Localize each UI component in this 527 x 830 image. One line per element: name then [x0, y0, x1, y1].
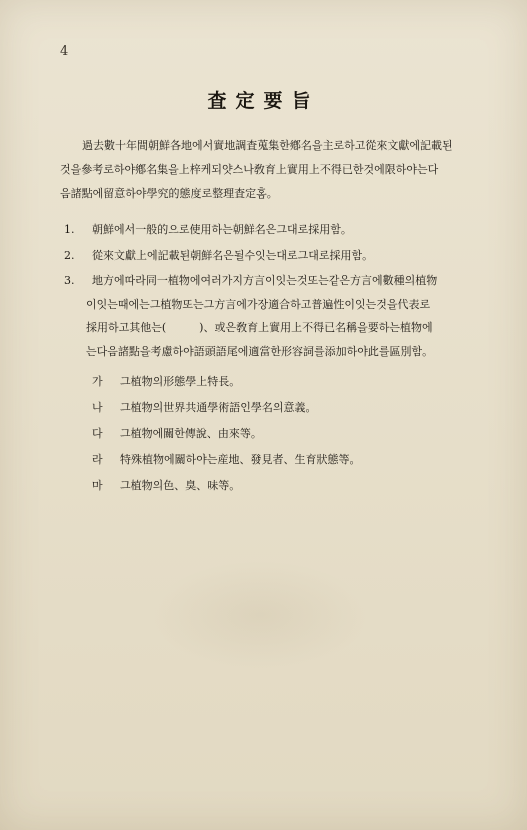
sub-item-text: 그植物에關한傳說、由來等。 [120, 427, 262, 440]
item-line: 採用하고其他는( )、或은敎育上實用上不得已名稱을要하는植物에 [86, 321, 433, 334]
item-text [92, 218, 522, 242]
sub-item-text: 그植物의世界共通學術語인學名의意義。 [120, 401, 317, 414]
sub-item [92, 395, 522, 421]
item-line: 從來文獻上에記載된朝鮮名은될수잇는대로그대로採用함。 [92, 248, 374, 262]
sub-item-mark: 나 [92, 401, 103, 414]
criteria-list [60, 218, 522, 501]
intro-line: 것을參考로하야鄕名集을上梓케되얏스나敎育上實用上不得已한것에限하야는다 [60, 163, 439, 176]
list-item [60, 269, 522, 499]
paper-stain [150, 560, 370, 670]
sub-list [60, 369, 522, 499]
item-line: 이잇는때에는그植物또는그方言에가장適合하고普遍性이잇는것을代表로 [86, 297, 431, 311]
item-number: 1. [64, 223, 75, 236]
item-line: 地方에따라同一植物에여러가지方言이잇는것또는같은方言에數種의植物 [92, 274, 438, 287]
sub-item-mark: 라 [92, 453, 103, 466]
item-text [86, 269, 522, 363]
sub-item [92, 369, 522, 395]
list-item [60, 244, 522, 268]
sub-item [92, 447, 522, 473]
sub-item-mark: 마 [92, 479, 103, 492]
intro-line: 過去數十年間朝鮮各地에서實地調査蒐集한鄕名을主로하고從來文獻에記載된 [82, 139, 453, 152]
sub-item [92, 473, 522, 499]
sub-item-mark: 다 [92, 427, 103, 440]
sub-item-mark: 가 [92, 375, 103, 388]
section-heading: 査定要旨 [207, 90, 320, 112]
item-line: 朝鮮에서一般的으로使用하는朝鮮名은그대로採用함。 [92, 223, 352, 236]
intro-paragraph [60, 134, 522, 206]
list-item [60, 218, 522, 242]
item-number: 3. [64, 274, 75, 287]
sub-item [92, 421, 522, 447]
item-text [92, 244, 522, 268]
sub-item-text: 그植物의色、臭、味等。 [120, 479, 241, 492]
item-line: 는다음諸點을考慮하야語頭語尾에適當한形容詞를添加하야此를區別함。 [86, 344, 434, 358]
page-number: 4 [60, 44, 69, 59]
sub-item-text: 그植物의形態學上特長。 [120, 375, 241, 388]
sub-item-text: 特殊植物에關하야는産地、發見者、生育狀態等。 [120, 453, 361, 466]
item-number: 2. [64, 248, 75, 262]
intro-line: 음諸點에留意하야學究的態度로整理査定홈。 [60, 187, 278, 200]
